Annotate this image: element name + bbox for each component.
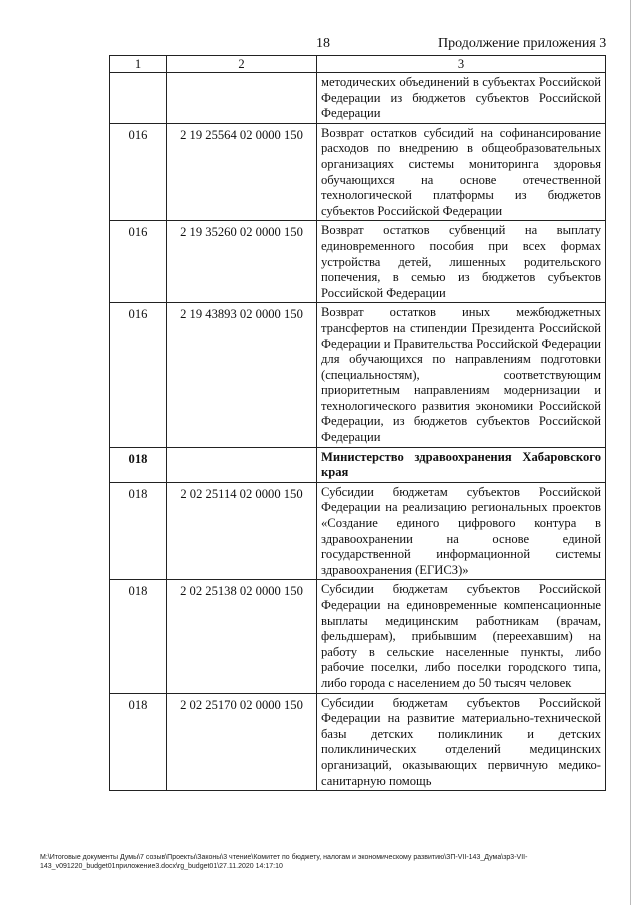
admin-code-cell: 018 <box>110 447 167 482</box>
page-number: 18 <box>316 36 330 51</box>
admin-code-cell: 016 <box>110 221 167 303</box>
description-cell: Субсидии бюджетам субъектов Российской Федерации на единовременные компенсационные выплаты медицинским работникам (врачам, фельдшерам), прибывшим (переехавшим) на работу в сельские населенные пункты, либо рабочие поселки, либо поселки городского типа, либо города с населением до 50 тысяч человек <box>317 580 606 693</box>
file-path-footer: М:\Итоговые документы Думы\7 созыв\Проекты\Законы\3 чтение\Комитет по бюджету, налогам и экономическому развитию\ЗП-VII-143_Дума\зр3-VII-143_v091220_budget01приложение3.docx\rg_budget01\27.11.2020 14:17:10 <box>40 854 528 870</box>
table-row <box>110 73 606 124</box>
column-number-3: 3 <box>317 56 606 73</box>
description-cell: Субсидии бюджетам субъектов Российской Федерации на развитие материально-технической базы детских поликлиник и детских поликлинических отделений медицинских организаций, оказывающих первичную медико-санитарную помощь <box>317 693 606 791</box>
table-row <box>110 447 606 482</box>
continuation-label: Продолжение приложения 3 <box>438 36 607 51</box>
budget-code-cell: 2 19 25564 02 0000 150 <box>167 123 317 221</box>
table-row <box>110 221 606 303</box>
admin-code-cell: 018 <box>110 580 167 693</box>
table-row <box>110 123 606 221</box>
column-number-2: 2 <box>167 56 317 73</box>
budget-code-cell: 2 19 43893 02 0000 150 <box>167 303 317 447</box>
description-cell: Возврат остатков иных межбюджетных трансфертов на стипендии Президента Российской Федерации и Правительства Российской Федерации для обучающихся по направлениям подготовки (специальностям), соответствующим приоритетным направлениям модернизации и технологического развития экономики Российской Федерации, из бюджетов субъектов Российской Федерации <box>317 303 606 447</box>
table-row <box>110 580 606 693</box>
budget-code-cell: 2 02 25114 02 0000 150 <box>167 482 317 580</box>
admin-code-cell: 016 <box>110 303 167 447</box>
description-cell: методических объединений в субъектах Российской Федерации из бюджетов субъектов Российской Федерации <box>317 73 606 124</box>
budget-code-cell <box>167 73 317 124</box>
table-row <box>110 303 606 447</box>
admin-code-cell <box>110 73 167 124</box>
table-row <box>110 693 606 791</box>
budget-code-cell: 2 02 25138 02 0000 150 <box>167 580 317 693</box>
budget-code-cell: 2 19 35260 02 0000 150 <box>167 221 317 303</box>
admin-code-cell: 018 <box>110 482 167 580</box>
description-cell: Субсидии бюджетам субъектов Российской Федерации на реализацию региональных проектов «Создание единого цифрового контура в здравоохранении на основе единой государственной информационной системы здравоохранения (ЕГИСЗ)» <box>317 482 606 580</box>
budget-code-cell: 2 02 25170 02 0000 150 <box>167 693 317 791</box>
description-cell: Министерство здравоохранения Хабаровского края <box>317 447 606 482</box>
description-cell: Возврат остатков субвенций на выплату единовременного пособия при всех формах устройства детей, лишенных родительского попечения, в семью из бюджетов субъектов Российской Федерации <box>317 221 606 303</box>
budget-code-cell <box>167 447 317 482</box>
scan-edge <box>630 0 631 905</box>
column-number-1: 1 <box>110 56 167 73</box>
admin-code-cell: 018 <box>110 693 167 791</box>
description-cell: Возврат остатков субсидий на софинансирование расходов по внедрению в общеобразовательных организациях системы мониторинга здоровья обучающихся на основе отечественной технологической платформы из бюджетов субъектов Российской Федерации <box>317 123 606 221</box>
budget-table <box>109 55 606 791</box>
admin-code-cell: 016 <box>110 123 167 221</box>
column-numbers-row <box>110 56 606 73</box>
table-row <box>110 482 606 580</box>
